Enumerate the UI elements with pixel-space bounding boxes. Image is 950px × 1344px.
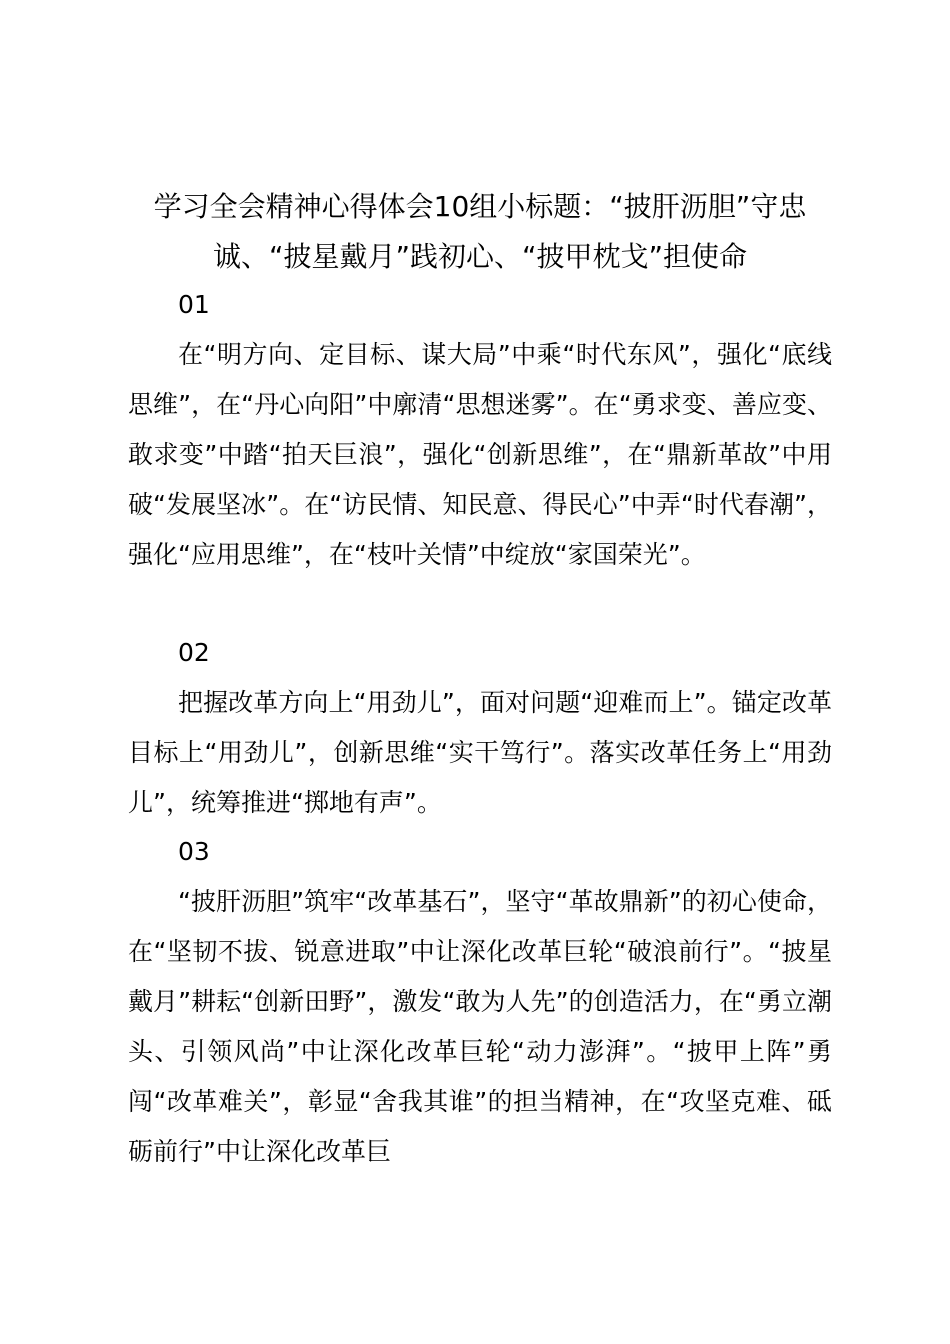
section-paragraph-01: 在“明方向、定目标、谋大局”中乘“时代东风”，强化“底线思维”，在“丹心向阳”中廓清“思想迷雾”。在“勇求变、善应变、敢求变”中踏“拍天巨浪”，强化“创新思维”，在“鼎新革故”中用破“发展坚冰”。在“访民情、知民意、得民心”中弄“时代春潮”，强化“应用思维”，在“枝叶关情”中绽放“家国荣光”。 — [128, 340, 832, 569]
section-number-03: 03 — [178, 837, 210, 866]
section-paragraph-03: “披肝沥胆”筑牢“改革基石”，坚守“革故鼎新”的初心使命，在“坚韧不拔、锐意进取”中让深化改革巨轮“破浪前行”。“披星戴月”耕耘“创新田野”，激发“敢为人先”的创造活力，在“勇立潮头、引领风尚”中让深化改革巨轮“动力澎湃”。“披甲上阵”勇闯“改革难关”，彰显“舍我其谁”的担当精神，在“攻坚克难、砥砺前行”中让深化改革巨 — [128, 887, 832, 1166]
section-paragraph-02: 把握改革方向上“用劲儿”，面对问题“迎难而上”。锚定改革目标上“用劲儿”，创新思维“实干笃行”。落实改革任务上“用劲儿”，统筹推进“掷地有声”。 — [128, 688, 832, 817]
section-number-02: 02 — [178, 638, 210, 667]
section-number-01: 01 — [178, 290, 210, 319]
document-title: 学习全会精神心得体会10组小标题：“披肝沥胆”守忠诚、“披星戴月”践初心、“披甲枕戈”担使命 — [153, 190, 807, 273]
